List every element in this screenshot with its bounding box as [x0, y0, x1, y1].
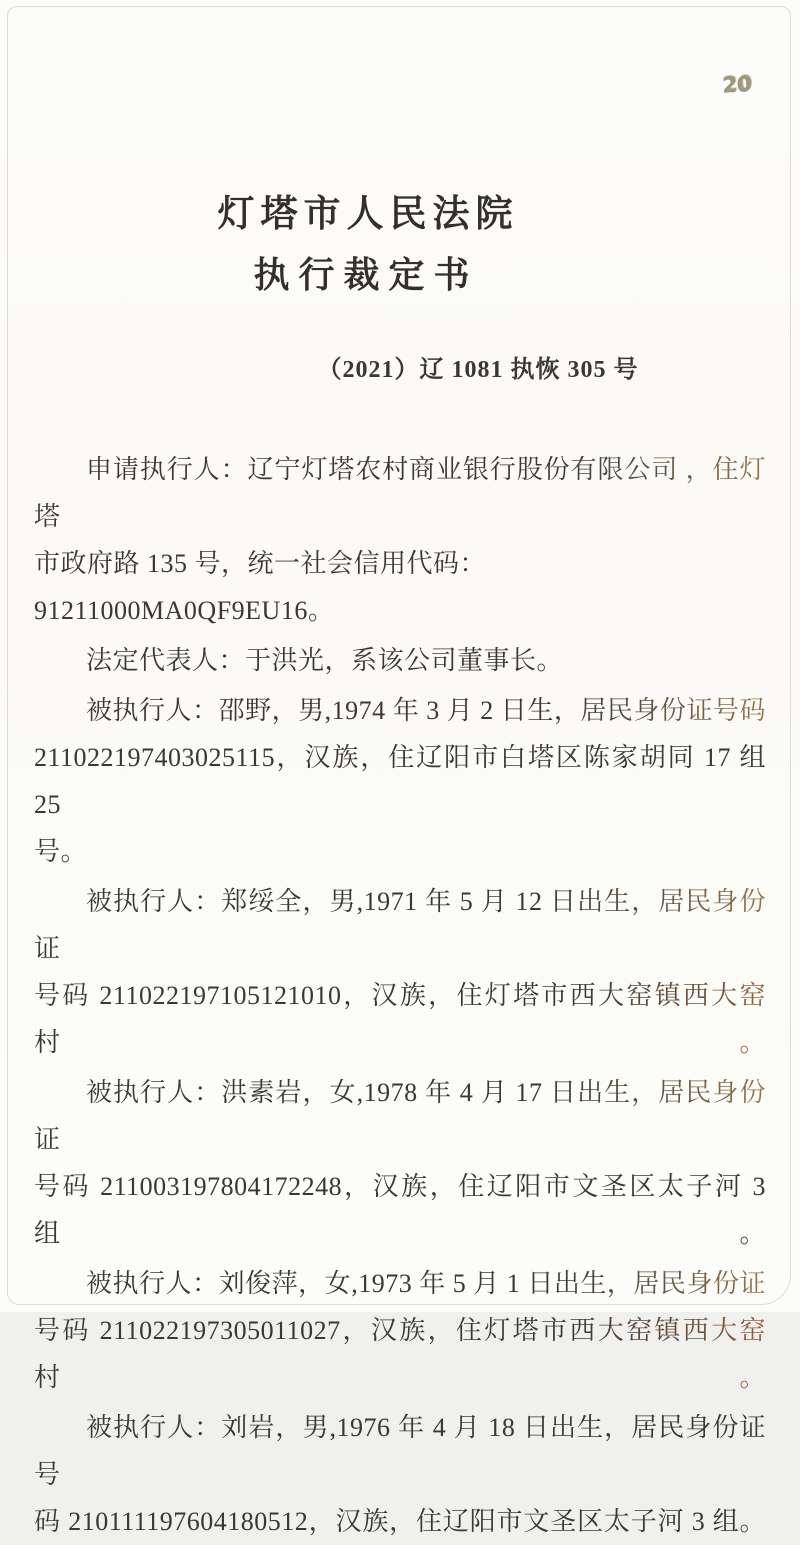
document-body	[34, 446, 766, 1545]
paragraph-respondent-2	[34, 878, 766, 1066]
case-number: （2021）辽 1081 执恢 305 号	[317, 357, 639, 383]
body-line: 号码 211022197305011027，汉族，住灯塔市西大窑镇西大窑村。	[34, 1307, 766, 1401]
body-line: 被执行人：洪素岩，女,1978 年 4 月 17 日出生，居民身份证	[34, 1069, 766, 1163]
body-line: 被执行人：邵野，男,1974 年 3 月 2 日生，居民身份证号码	[34, 687, 766, 734]
paragraph-respondent-5	[34, 1404, 766, 1545]
body-line: 市政府路 135 号，统一社会信用代码：91211000MA0QF9EU16。	[34, 549, 487, 625]
body-line: 号码 211022197105121010，汉族，住灯塔市西大窑镇西大窑村。	[34, 972, 766, 1066]
body-line: 被执行人：刘俊萍，女,1973 年 5 月 1 日出生，居民身份证	[34, 1260, 766, 1307]
paragraph-applicant	[34, 446, 766, 634]
page-number: 20	[722, 71, 753, 97]
document-type-title: 执行裁定书	[253, 255, 479, 295]
body-line: 号码 211003197804172248，汉族，住辽阳市文圣区太子河 3 组。	[34, 1172, 766, 1248]
body-line: 法定代表人：于洪光，系该公司董事长。	[86, 646, 564, 675]
body-line: 码 210111197604180512，汉族，住辽阳市文圣区太子河 3 组。	[34, 1507, 766, 1536]
body-line: 被执行人：刘岩，男,1976 年 4 月 18 日出生，居民身份证号	[34, 1413, 766, 1489]
paragraph-respondent-1	[34, 687, 766, 875]
paragraph-respondent-3	[34, 1069, 766, 1257]
body-line: 申请执行人：辽宁灯塔农村商业银行股份有限公司 ，住灯塔	[34, 446, 766, 540]
paragraph-legal-representative	[34, 637, 766, 684]
paragraph-respondent-4	[34, 1260, 766, 1401]
body-line: 号。	[34, 837, 88, 866]
court-name-title: 灯塔市人民法院	[217, 194, 519, 235]
body-line: 被执行人：郑绥全，男,1971 年 5 月 12 日出生，居民身份证	[34, 878, 766, 972]
body-line: 211022197403025115，汉族，住辽阳市白塔区陈家胡同 17 组 25	[34, 743, 766, 819]
